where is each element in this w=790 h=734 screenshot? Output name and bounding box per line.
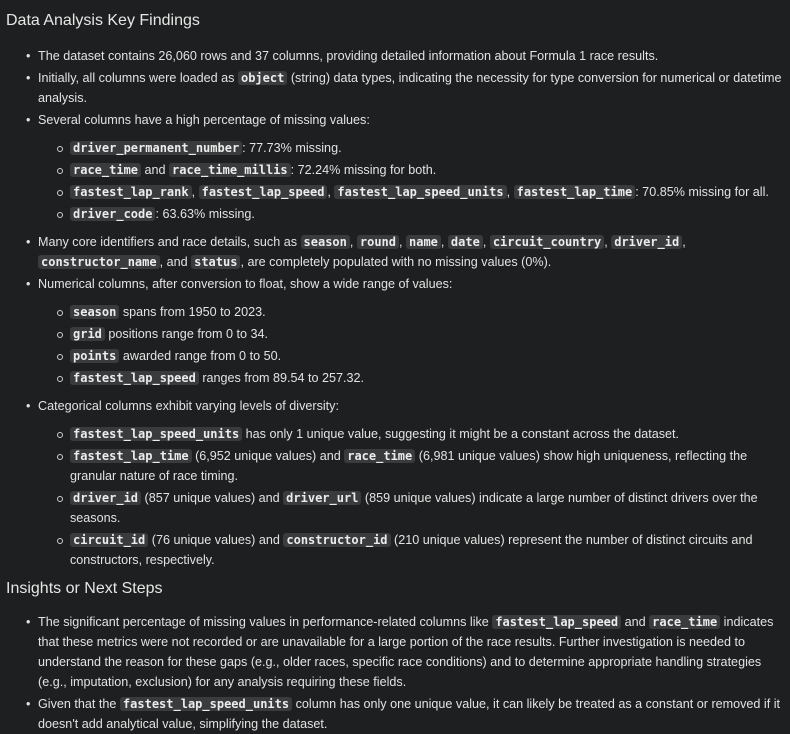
code-span: name — [406, 235, 441, 249]
code-span: fastest_lap_speed_units — [70, 427, 242, 441]
code-span: race_time — [649, 615, 720, 629]
code-span: date — [448, 235, 483, 249]
list-item: driver_permanent_number : 77.73% missing. — [70, 138, 784, 158]
list-item: driver_id (857 unique values) and driver_url (859 unique values) indicate a large number of distinct drivers over the seasons. — [70, 488, 784, 528]
code-span: fastest_lap_time — [514, 185, 636, 199]
code-span: constructor_id — [283, 533, 390, 547]
code-span: points — [70, 349, 119, 363]
findings-heading: Data Analysis Key Findings — [6, 12, 200, 29]
categorical-diversity-list — [38, 424, 784, 570]
code-span: circuit_id — [70, 533, 148, 547]
code-span: season — [70, 305, 119, 319]
code-span: fastest_lap_speed_units — [120, 697, 292, 711]
code-span: round — [357, 235, 399, 249]
list-item: • Initially, all columns were loaded as object (string) data types, indicating the necessity for type conversion for numerical or datetime analysis. — [38, 68, 784, 108]
insights-list — [6, 612, 784, 734]
list-item: • The dataset contains 26,060 rows and 37 columns, providing detailed information about Formula 1 race results. — [38, 46, 784, 66]
code-span: season — [301, 235, 350, 249]
code-span: object — [238, 71, 287, 85]
code-span: race_time — [344, 449, 415, 463]
code-span: constructor_name — [38, 255, 160, 269]
code-span: race_time_millis — [169, 163, 291, 177]
code-span: fastest_lap_speed — [199, 185, 328, 199]
list-item: • Categorical columns exhibit varying levels of diversity: fastest_lap_speed_units has only 1 unique value, suggesting it might be a constant across the dataset. fastest_lap_time (6,952 unique values) and race_time (6,981 unique values) show high uniqueness, reflecting the granular nature of race timing. driver_id (857 unique values) and driver_url (859 unique values) indicate a large number of distinct drivers over the seasons. circuit_id (76 unique values) and constructor_id (210 unique values) represent the number of distinct circuits and constructors, respectively. — [38, 396, 784, 570]
list-item: fastest_lap_speed ranges from 89.54 to 257.32. — [70, 368, 784, 388]
list-item: • Many core identifiers and race details, such as season , round , name , date , circuit_country , driver_id , constructor_name , and status , are completely populated with no missing values (0%). — [38, 232, 784, 272]
list-item: circuit_id (76 unique values) and constructor_id (210 unique values) represent the number of distinct circuits and constructors, respectively. — [70, 530, 784, 570]
list-item: • Given that the fastest_lap_speed_units column has only one unique value, it can likely be treated as a constant or removed if it doesn't add analytical value, simplifying the dataset. — [38, 694, 784, 734]
code-span: driver_id — [70, 491, 141, 505]
numeric-ranges-list — [38, 302, 784, 388]
code-span: race_time — [70, 163, 141, 177]
list-item: fastest_lap_time (6,952 unique values) and race_time (6,981 unique values) show high uniqueness, reflecting the granular nature of race timing. — [70, 446, 784, 486]
list-item: fastest_lap_rank , fastest_lap_speed , fastest_lap_speed_units , fastest_lap_time : 70.85% missing for all. — [70, 182, 784, 202]
missing-values-list — [38, 138, 784, 224]
list-item: • The significant percentage of missing values in performance-related columns like fastest_lap_speed and race_time indicates that these metrics were not recorded or are unavailable for a large portion of the race results. Further investigation is needed to understand the reason for these gaps (e.g., older races, specific race conditions) and to determine appropriate handling strategies (e.g., imputation, exclusion) for any analysis requiring these fields. — [38, 612, 784, 692]
code-span: fastest_lap_speed — [70, 371, 199, 385]
list-item: • Several columns have a high percentage of missing values: driver_permanent_number : 77.73% missing. race_time and race_time_millis : 72.24% missing for both. fastest_lap_rank , fastest_lap_speed , fastest_lap_speed_units , fastest_lap_time : 70.85% missing for all. driver_code : 63.63% missing. — [38, 110, 784, 224]
code-span: driver_id — [611, 235, 682, 249]
findings-list — [6, 46, 784, 570]
list-item: fastest_lap_speed_units has only 1 unique value, suggesting it might be a constant across the dataset. — [70, 424, 784, 444]
list-item: driver_code : 63.63% missing. — [70, 204, 784, 224]
code-span: status — [191, 255, 240, 269]
code-span: fastest_lap_speed_units — [334, 185, 506, 199]
code-span: driver_code — [70, 207, 155, 221]
list-item: season spans from 1950 to 2023. — [70, 302, 784, 322]
code-span: driver_url — [283, 491, 361, 505]
code-span: grid — [70, 327, 105, 341]
code-span: circuit_country — [490, 235, 604, 249]
list-item: points awarded range from 0 to 50. — [70, 346, 784, 366]
list-item: grid positions range from 0 to 34. — [70, 324, 784, 344]
list-item: race_time and race_time_millis : 72.24% missing for both. — [70, 160, 784, 180]
code-span: fastest_lap_rank — [70, 185, 192, 199]
code-span: fastest_lap_speed — [492, 615, 621, 629]
insights-heading: Insights or Next Steps — [6, 580, 163, 597]
code-span: driver_permanent_number — [70, 141, 242, 155]
code-span: fastest_lap_time — [70, 449, 192, 463]
list-item: • Numerical columns, after conversion to float, show a wide range of values: season spans from 1950 to 2023. grid positions range from 0 to 34. points awarded range from 0 to 50. fastest_lap_speed ranges from 89.54 to 257.32. — [38, 274, 784, 388]
